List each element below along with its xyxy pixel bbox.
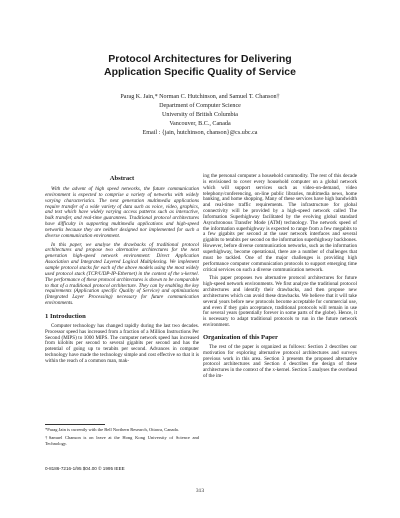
right-paragraph-1: ing the personal computer a household commodity. The rest of this decade is envisioned to cover every household computer on a global network which will support services such as video-on-demand, video telephony/conferencing, on-line public libraries, multimedia news, home banking, and home shopping. Many of these services have high bandwidth and real-time traffic requirements. The infrastructure for global connectivity will be provided by a high-speed network called The Information Superhighway facilitated by the evolving global standard Asynchronous Transfer Mode (ATM) technology. The network speed of the information superhighway is expected to range from a few megabits to a few gigabits per second at the user network interfaces and several gigabits to terabits per second on the information superhighway backbones. However, before diverse communication networks, such as the information superhighway, become operational, there are a number of challenges that must be tackled. One of the major challenges is providing high performance computer communication protocols to support emerging time critical services on such a diverse communication network.	[203, 173, 357, 273]
organization-heading: Organization of this Paper	[203, 333, 278, 341]
affiliation-university: University of British Columbia	[162, 112, 238, 118]
footnote-1: *Parag Jain is currently with the Bell Northern Research, Ottawa, Canada.	[45, 427, 179, 432]
title-line-2: Application Specific Quality of Service	[104, 65, 296, 78]
affiliation-department: Department of Computer Science	[159, 103, 241, 109]
author-names: Parag K. Jain,* Norman C. Hutchinson, and Samuel T. Chanson†	[120, 94, 280, 100]
title-line-1: Protocol Architectures for Delivering	[108, 53, 292, 65]
footnote-2: †Samuel Chanson is on leave at the Hong Kong University of Science and Technology.	[45, 435, 199, 446]
footnote-divider	[45, 424, 105, 425]
author-email: Email : {jain, hutchinson, chanson}@cs.ubc.ca	[142, 130, 258, 136]
abstract-paragraph-2: In this paper, we analyse the drawbacks of traditional protocol architectures and propose two alternative architectures for the next generation high-speed network environment: Direct Application Association and Integrated Layered Logical Multiplexing. We implement sample protocol stacks for each of the above models using the most widely used protocol stack (TCP/UDP-IP-Ethernet) in the context of the x-kernel. The performance of these protocol architectures is shown to be comparable to that of a traditional protocol architecture. They can by enabling the key requirements (Application specific Quality of Service) and optimizations (Integrated Layer Processing) necessary for future communication environments.	[45, 241, 199, 307]
paper-title	[40, 53, 360, 78]
right-paragraph-2: This paper proposes two alternative protocol architectures for future high-speed network environments. We first analyze the traditional protocol architectures and identify their drawbacks, and then propose new architectures which can avoid these drawbacks. We believe that it will take several years before new protocols become acceptable for commercial use, and even if they gain acceptance, traditional protocols will remain in use for several years (potentially forever in some parts of the globe). Hence, it is necessary to adapt traditional protocols to run in the future network environment.	[203, 275, 357, 329]
footnotes	[45, 427, 199, 449]
introduction-heading: 1 Introduction	[45, 312, 86, 320]
page-number: 313	[195, 488, 205, 494]
copyright-notice: 0-8186-7216-1/95 $04.00 © 1995 IEEE	[45, 466, 125, 471]
introduction-paragraph-1: Computer technology has changed rapidly during the last two decades. Processor speed has increased from a fraction of a Million Instructions Per Second (MIPS) to 1000 MIPS. The computer network speed has increased from kilobits per second to several gigabits per second and has the potential of going up to terabits per second. Advances in computer technology have made the technology simple and cost effective so that it is within the reach of a common man, mak-	[45, 322, 199, 364]
abstract-paragraph-1: With the advent of high speed networks, the future communication environment is expected to comprise a variety of networks with widely varying characteristics. The next generation multimedia applications require transfer of a wide variety of data such as voice, video, graphics, and text which have widely varying access patterns such as interactive, bulk transfer, and real-time guarantees. Traditional protocol architectures have difficulty in supporting multimedia applications and high-speed networks because they are neither designed nor implemented for such a diverse communication environment.	[45, 186, 199, 239]
affiliation-city: Vancouver, B.C., Canada	[169, 121, 231, 127]
abstract-heading: Abstract	[109, 175, 135, 182]
organization-paragraph: The rest of the paper is organized as follows: Section 2 describes our motivation for exploring alternative protocol architectures and surveys previous work in this area. Section 3 presents the proposed alternative protocol architectures and Section 4 describes the design of these architectures in the context of the x-kernel. Section 5 analyses the overhead of the im-	[203, 343, 357, 380]
author-block	[40, 93, 360, 138]
right-column	[203, 174, 357, 383]
left-column	[45, 175, 199, 368]
